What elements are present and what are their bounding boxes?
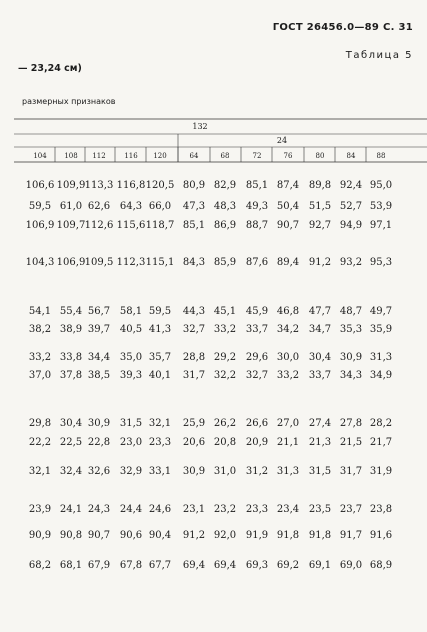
- column-header: 80: [315, 152, 325, 160]
- table-cell: 44,3: [182, 306, 206, 317]
- table-cell: 30,4: [308, 352, 332, 363]
- table-cell: 35,3: [339, 324, 363, 335]
- table-cell: 92,7: [308, 220, 332, 231]
- column-header: 64: [189, 152, 199, 160]
- table-cell: 106,6: [25, 180, 55, 191]
- column-header: 116: [124, 152, 138, 160]
- table-cell: 85,1: [182, 220, 206, 231]
- table-cell: 68,1: [59, 560, 83, 571]
- table-cell: 90,7: [276, 220, 300, 231]
- table-cell: 29,2: [213, 352, 237, 363]
- table-cell: 20,8: [213, 437, 237, 448]
- table-cell: 33,2: [28, 352, 52, 363]
- table-cell: 23,5: [308, 504, 332, 515]
- table-cell: 112,6: [84, 220, 114, 231]
- group-header-top: 132: [192, 122, 208, 131]
- table-row: [0, 324, 427, 338]
- table-cell: 27,4: [308, 418, 332, 429]
- table-row: [0, 370, 427, 384]
- table-cell: 31,2: [245, 466, 269, 477]
- table-cell: 37,8: [59, 370, 83, 381]
- table-cell: 80,9: [182, 180, 206, 191]
- table-cell: 27,0: [276, 418, 300, 429]
- table-cell: 47,3: [182, 201, 206, 212]
- table-cell: 34,7: [308, 324, 332, 335]
- table-subheading: размерных признаков: [22, 97, 116, 106]
- table-cell: 55,4: [59, 306, 83, 317]
- table-cell: 52,7: [339, 201, 363, 212]
- table-cell: 31,7: [339, 466, 363, 477]
- table-cell: 20,9: [245, 437, 269, 448]
- table-cell: 62,6: [87, 201, 111, 212]
- table-cell: 104,3: [25, 257, 55, 268]
- table-cell: 89,8: [308, 180, 332, 191]
- table-cell: 91,2: [308, 257, 332, 268]
- table-cell: 26,2: [213, 418, 237, 429]
- table-cell: 34,9: [369, 370, 393, 381]
- table-cell: 30,9: [182, 466, 206, 477]
- table-cell: 112,3: [116, 257, 146, 268]
- table-cell: 95,0: [369, 180, 393, 191]
- column-header: 104: [33, 152, 47, 160]
- table-cell: 38,5: [87, 370, 111, 381]
- table-cell: 91,9: [245, 530, 269, 541]
- table-cell: 22,2: [28, 437, 52, 448]
- table-cell: 31,9: [369, 466, 393, 477]
- table-cell: 23,2: [213, 504, 237, 515]
- column-header: 68: [220, 152, 230, 160]
- table-cell: 59,5: [148, 306, 172, 317]
- table-label: Таблица 5: [345, 50, 413, 61]
- column-header: 112: [92, 152, 106, 160]
- table-cell: 35,9: [369, 324, 393, 335]
- table-cell: 29,6: [245, 352, 269, 363]
- table-cell: 109,5: [84, 257, 114, 268]
- table-cell: 35,7: [148, 352, 172, 363]
- table-cell: 69,3: [245, 560, 269, 571]
- table-cell: 33,2: [276, 370, 300, 381]
- table-cell: 68,9: [369, 560, 393, 571]
- table-cell: 31,5: [119, 418, 143, 429]
- table-row: [0, 466, 427, 480]
- table-cell: 90,9: [28, 530, 52, 541]
- table-cell: 50,4: [276, 201, 300, 212]
- table-cell: 34,3: [339, 370, 363, 381]
- table-cell: 32,7: [182, 324, 206, 335]
- column-header: 72: [252, 152, 262, 160]
- table-cell: 115,6: [116, 220, 146, 231]
- table-cell: 106,9: [56, 257, 86, 268]
- table-cell: 40,5: [119, 324, 143, 335]
- table-cell: 21,1: [276, 437, 300, 448]
- table-cell: 23,0: [119, 437, 143, 448]
- table-cell: 31,3: [369, 352, 393, 363]
- table-cell: 69,0: [339, 560, 363, 571]
- table-row: [0, 504, 427, 518]
- table-cell: 87,6: [245, 257, 269, 268]
- table-cell: 69,4: [182, 560, 206, 571]
- table-cell: 120,5: [145, 180, 175, 191]
- table-cell: 38,9: [59, 324, 83, 335]
- table-cell: 109,9: [56, 180, 86, 191]
- table-cell: 90,6: [119, 530, 143, 541]
- table-row: [0, 201, 427, 215]
- table-cell: 30,4: [59, 418, 83, 429]
- table-cell: 41,3: [148, 324, 172, 335]
- table-cell: 27,8: [339, 418, 363, 429]
- table-row: [0, 437, 427, 451]
- table-cell: 90,7: [87, 530, 111, 541]
- table-cell: 48,7: [339, 306, 363, 317]
- table-cell: 24,6: [148, 504, 172, 515]
- table-cell: 91,7: [339, 530, 363, 541]
- table-cell: 37,0: [28, 370, 52, 381]
- table-cell: 33,7: [245, 324, 269, 335]
- table-cell: 115,1: [145, 257, 175, 268]
- table-cell: 48,3: [213, 201, 237, 212]
- table-cell: 30,9: [339, 352, 363, 363]
- table-cell: 66,0: [148, 201, 172, 212]
- table-cell: 85,9: [213, 257, 237, 268]
- column-header: 84: [346, 152, 356, 160]
- table-row: [0, 352, 427, 366]
- column-header: 120: [153, 152, 167, 160]
- table-cell: 61,0: [59, 201, 83, 212]
- table-cell: 23,3: [148, 437, 172, 448]
- table-row: [0, 220, 427, 234]
- table-cell: 94,9: [339, 220, 363, 231]
- table-cell: 46,8: [276, 306, 300, 317]
- table-cell: 23,8: [369, 504, 393, 515]
- table-cell: 22,8: [87, 437, 111, 448]
- table-row: [0, 560, 427, 574]
- table-cell: 24,1: [59, 504, 83, 515]
- table-cell: 95,3: [369, 257, 393, 268]
- table-cell: 33,1: [148, 466, 172, 477]
- table-cell: 32,4: [59, 466, 83, 477]
- table-cell: 25,9: [182, 418, 206, 429]
- table-cell: 56,7: [87, 306, 111, 317]
- standard-header: ГОСТ 26456.0—89 С. 31: [272, 22, 413, 33]
- table-cell: 86,9: [213, 220, 237, 231]
- table-cell: 59,5: [28, 201, 52, 212]
- table-cell: 23,9: [28, 504, 52, 515]
- table-cell: 67,8: [119, 560, 143, 571]
- table-cell: 23,3: [245, 504, 269, 515]
- table-cell: 34,2: [276, 324, 300, 335]
- table-cell: 49,3: [245, 201, 269, 212]
- table-cell: 67,7: [148, 560, 172, 571]
- table-cell: 38,2: [28, 324, 52, 335]
- table-cell: 28,8: [182, 352, 206, 363]
- table-cell: 116,8: [116, 180, 146, 191]
- table-cell: 32,6: [87, 466, 111, 477]
- table-cell: 91,6: [369, 530, 393, 541]
- table-cell: 24,3: [87, 504, 111, 515]
- table-cell: 32,2: [213, 370, 237, 381]
- table-row: [0, 306, 427, 320]
- table-cell: 68,2: [28, 560, 52, 571]
- table-cell: 22,5: [59, 437, 83, 448]
- table-cell: 91,8: [276, 530, 300, 541]
- table-cell: 118,7: [145, 220, 175, 231]
- table-cell: 69,1: [308, 560, 332, 571]
- table-cell: 85,1: [245, 180, 269, 191]
- table-cell: 113,3: [84, 180, 114, 191]
- table-cell: 54,1: [28, 306, 52, 317]
- table-cell: 23,1: [182, 504, 206, 515]
- table-cell: 97,1: [369, 220, 393, 231]
- table-cell: 90,4: [148, 530, 172, 541]
- table-cell: 93,2: [339, 257, 363, 268]
- table-cell: 39,7: [87, 324, 111, 335]
- table-cell: 67,9: [87, 560, 111, 571]
- table-cell: 31,0: [213, 466, 237, 477]
- table-cell: 23,4: [276, 504, 300, 515]
- table-row: [0, 418, 427, 432]
- table-cell: 34,4: [87, 352, 111, 363]
- table-cell: 91,8: [308, 530, 332, 541]
- table-cell: 82,9: [213, 180, 237, 191]
- table-cell: 39,3: [119, 370, 143, 381]
- table-cell: 40,1: [148, 370, 172, 381]
- table-row: [0, 180, 427, 194]
- table-cell: 51,5: [308, 201, 332, 212]
- table-cell: 91,2: [182, 530, 206, 541]
- table-row: [0, 530, 427, 544]
- table-cell: 64,3: [119, 201, 143, 212]
- table-cell: 31,5: [308, 466, 332, 477]
- table-cell: 69,4: [213, 560, 237, 571]
- table-cell: 35,0: [119, 352, 143, 363]
- table-cell: 87,4: [276, 180, 300, 191]
- table-cell: 33,7: [308, 370, 332, 381]
- table-cell: 28,2: [369, 418, 393, 429]
- table-cell: 109,7: [56, 220, 86, 231]
- table-cell: 24,4: [119, 504, 143, 515]
- table-cell: 49,7: [369, 306, 393, 317]
- column-header: 108: [64, 152, 78, 160]
- table-cell: 45,1: [213, 306, 237, 317]
- table-cell: 53,9: [369, 201, 393, 212]
- table-cell: 106,9: [25, 220, 55, 231]
- table-cell: 45,9: [245, 306, 269, 317]
- table-cell: 32,7: [245, 370, 269, 381]
- table-cell: 31,3: [276, 466, 300, 477]
- table-cell: 21,7: [369, 437, 393, 448]
- continuation-note: — 23,24 см): [18, 63, 82, 74]
- table-cell: 84,3: [182, 257, 206, 268]
- table-cell: 92,0: [213, 530, 237, 541]
- table-cell: 26,6: [245, 418, 269, 429]
- table-cell: 32,1: [28, 466, 52, 477]
- table-cell: 88,7: [245, 220, 269, 231]
- table-cell: 92,4: [339, 180, 363, 191]
- table-cell: 32,9: [119, 466, 143, 477]
- table-cell: 90,8: [59, 530, 83, 541]
- table-cell: 33,8: [59, 352, 83, 363]
- table-cell: 32,1: [148, 418, 172, 429]
- table-cell: 20,6: [182, 437, 206, 448]
- table-cell: 89,4: [276, 257, 300, 268]
- table-cell: 23,7: [339, 504, 363, 515]
- table-cell: 30,0: [276, 352, 300, 363]
- table-row: [0, 257, 427, 271]
- column-header: 88: [376, 152, 386, 160]
- table-cell: 58,1: [119, 306, 143, 317]
- table-cell: 21,3: [308, 437, 332, 448]
- table-cell: 69,2: [276, 560, 300, 571]
- group-header-sub: 24: [276, 136, 288, 145]
- table-cell: 21,5: [339, 437, 363, 448]
- table-cell: 31,7: [182, 370, 206, 381]
- table-cell: 33,2: [213, 324, 237, 335]
- table-cell: 30,9: [87, 418, 111, 429]
- column-header: 76: [283, 152, 293, 160]
- table-cell: 29,8: [28, 418, 52, 429]
- table-cell: 47,7: [308, 306, 332, 317]
